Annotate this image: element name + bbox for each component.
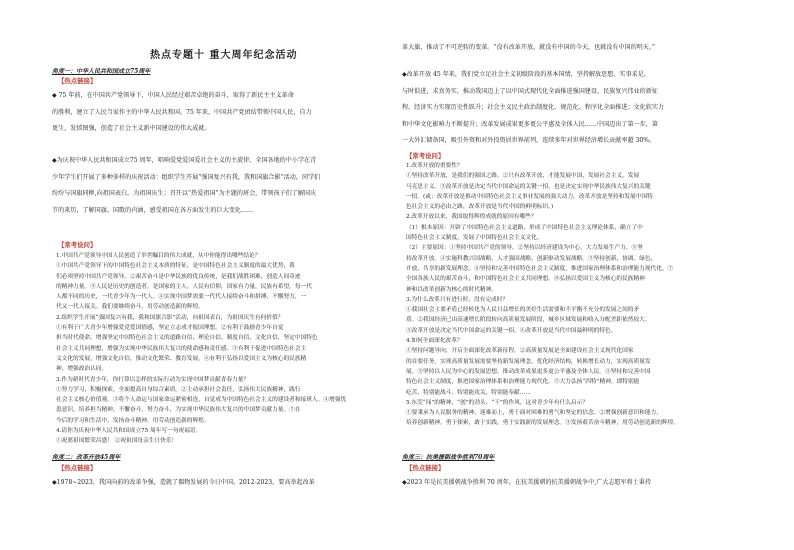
text-line: （1）根本原因：开辟了中国特色社会主义道路，形成了中国特色社会主义理论体系，确立了中	[406, 224, 643, 231]
text-line: ①有利于广大青少年增强爱党爱国情感，坚定立志成才报国理想。②有利于鼓励青少年自觉	[56, 325, 284, 332]
text-line: 担当时代使命，增强坚定中国特色社会主义的道路自信、理论自信、制度自信、文化自信，坚定中国特色	[56, 335, 318, 342]
text-line: 社会主义核心价值观。③将个人命运与国家命运紧密相连，自觉成为中国特色社会主义的建设者和接班人。④增强忧	[56, 397, 347, 404]
hot-link-tag-1: 【热点链接】	[58, 77, 97, 85]
text-line: 全国各族人民的艰苦奋斗，和中国特色社会主义共同理想。⑧弘扬以爱国主义为核心的民族精神	[406, 276, 645, 283]
text-line: 的胜利，建立了人民当家作主的中华人民共和国。75 年来，中国共产党团结带领中国人民，自力	[52, 108, 312, 116]
section-heading-1: 角度一：中华人民共和国成立75周年	[52, 68, 151, 75]
frequent-question-tag-2: 【常考设问】	[406, 152, 445, 160]
text-line: 5.东莞“闯”的精神、“创”的劲头、“干”的作风，这对青少年有什么启示？	[406, 399, 589, 406]
frequent-question-tag-1: 【常考设问】	[58, 241, 97, 249]
text-line: 一大外汇储备国，吸引外资和对外投资居世界前列，连续多年对世界经济增长贡献率超 30%。	[402, 137, 656, 144]
text-line: 培养创新精神，勇于探索，敢于实践，勇于实践新的发展理念。③发扬艰苦奋斗精神，用劳动创造新的辉煌。	[406, 420, 679, 427]
text-line: 代又一代人接关。我们要继续奋斗，用劳动创造新的辉煌。	[56, 304, 204, 311]
text-line: 持改革开放。④实施科教兴国战略，人才强国战略，创新驱动发展战略。⑤坚持创新、协调、绿色、	[406, 255, 657, 262]
text-line: 3.为什么改革只有进行时，没有完成时？	[406, 296, 509, 303]
section-1-paragraph-1	[52, 88, 392, 138]
document-title: 热点专题十 重大周年纪念活动	[150, 50, 298, 61]
text-line: （2）主要原因：①坚持中国共产党的领导。②坚持以经济建设为中心，大力发展生产力。③坚	[406, 245, 643, 252]
section-1-paragraph-2	[52, 153, 392, 219]
text-line: 革大旗，推动了不可逆转的变革。“没有改革开放，就没有中国的今天，也就没有中国的明天。”	[402, 44, 656, 51]
right-continuation-paragraph	[402, 40, 750, 57]
text-line: 与时俱进，求真务实，推动我国迈上了以中国式现代化全面推进强国建设、民族复兴伟业的新征	[402, 87, 658, 95]
text-line: 2.改革开放以来，我国取得辉煌成就的原因有哪些？	[406, 214, 537, 221]
text-line: 2.组织学生开展“强国复兴有我，我和国旗合影”活动，向祖国表白，为祖国庆生有何价值？	[56, 314, 284, 321]
text-line: 3.作为新时代青少年，你打算以怎样的实际行动为实现中国梦贡献青春力量？	[56, 376, 250, 383]
text-line: ◆为庆祝中华人民共和国成立75 周年，唱响爱党爱国爱社会主义的主旋律，全国各地的中小学在青	[52, 157, 317, 164]
text-line: 色社会主义的必由之路，改革开放是当代中国的鲜明标识。)	[406, 204, 554, 211]
text-line: 4.请你为庆祝中华人民共和国成立75 周年写一句祝福语。	[56, 428, 202, 435]
text-line: ①坚持改革开放，是我们的强国之路。②只有改革开放，才能发展中国，发展社会主义，发展	[406, 173, 640, 180]
text-line: 程。经济实力实现历史性跃升；社会主义民主政治制度化、规范化、程序化全面推进；文化软实力	[402, 104, 665, 111]
text-line: ◆ 75 年前，在中国共产党领导下，中国人民经过艰苦卓绝的奋斗，取得了新民主主义革命	[52, 92, 294, 99]
text-line: ③改革开放是决定当代中国命运的关键一招。④改革开放是当代中国最鲜明的特色。	[406, 327, 617, 334]
text-line: 社会主义共同理想，增强为实现中华民族伟大复兴的使命感和责任感。③有利于促进中国特色社会主	[56, 345, 307, 352]
section-heading-2: 角度二：改革开放45周年	[52, 454, 121, 461]
text-line: ①我国社会主要矛盾已经转化为人民日益增长的美好生活需要和不平衡不充分的发展之间的矛	[406, 307, 640, 314]
text-line: 今后的学习和生活中，发扬奋斗精神，用劳动创造新的辉煌。	[56, 417, 210, 424]
text-line: 马克思主义。③改革开放是决定当代中国命运的关键一招，也是决定实现中华民族伟大复兴的关键	[406, 183, 651, 190]
text-line: 少年学生们开展了多种多样的庆祝活动：组织学生开展“强国复兴有我，我和国旗合影”活动，同学们	[52, 173, 321, 181]
text-line: 开放、共享的新发展理念。⑥坚持和完善中国特色社会主义制度，推进国家治理体系和治理能力现代化。⑦	[406, 265, 674, 272]
section-2-paragraph-1	[52, 475, 392, 492]
text-line: ◆改革开放 45 年来，我们党立足社会主义初级阶段的基本国情，坚持解放思想、实事求是，	[402, 71, 650, 78]
text-line: ◆1978~2023，我国向前的改革争强，造就了僵物发展的今日中国。2012-2023，要高举起改革	[52, 479, 315, 486]
text-line: 人都不同的历史，一代青少年为一代人。④实现中国梦需要一代代人接续奋斗和拼搏，不懈努力，一	[56, 294, 307, 301]
text-line: 节的来历，了解国旗、国歌的内涵，感受祖国在各方面发生的巨大变化……	[52, 206, 254, 214]
text-line: 吃苦、特别能战斗、特别能攻关、特别能奉献……	[406, 389, 532, 396]
text-line: 的首要任务，实现高质量发展需要坚持新发展理念，优化经济结构，转换增长动力，实现高质量发	[406, 358, 651, 365]
text-line: ①要秉承为人民服务的精神，迎难而上，勇于面对困难的勇气和坚定的信念。②增强创新意识和能力，	[406, 410, 662, 417]
text-line: 盾。②我国经济已由高速增长阶段转向高质量发展阶段，城乡区域发展和收入分配差距依然较大。	[406, 317, 651, 324]
hot-link-tag-3: 【热点链接】	[406, 464, 445, 472]
right-questions	[406, 161, 750, 429]
section-heading-3: 角度三：抗美援朝战争胜利70周年	[402, 454, 495, 461]
text-line: 神，增强政治认同。	[56, 366, 108, 373]
text-line: ①祝愿祖国繁荣昌盛！ ②祝祖国母亲生日快乐！	[56, 438, 178, 445]
section-1-questions	[56, 251, 392, 447]
text-line: ①坚持问题导向，开启全面深化改革新征程。②高质量发展是全面建设社会主义现代化国家	[406, 348, 634, 355]
text-line: 4.如何全面深化改革？	[406, 338, 463, 345]
text-line: 一招。(或：改革开放是推动中国特色社会主义事业发展的强大动力。改革开放是坚持和发展中国特	[406, 193, 653, 200]
text-line: 们必须坚持中国共产党领导。②艰苦奋斗是中华民族的优良传统，是我们战胜困难，创造人间奇迹	[56, 273, 301, 280]
text-line: ①中国共产党领导下的中国特色社会主义本质的特征，是中国特色社会主义制度的最大优势，我	[56, 263, 295, 270]
text-line: 患意识，培养担当精神，不懈奋斗，努力奋斗，为实现中华民族伟大复兴的中国梦贡献力量。⑤在	[56, 407, 301, 414]
text-line: 的精神力量。③人民是历史的创造者，是国家的主人。人民有信仰，国家有力量，民族有希望。每一代	[56, 283, 312, 290]
text-line: 神和以改革创新为核心的时代精神。	[406, 286, 497, 293]
text-line: 和中华文化影响力不断提升；改革发展成果更多更公平惠及全体人民……中国迈出了第一步，第	[402, 120, 658, 128]
text-line: 1.中国共产党领导中国人民创造了举世瞩目的伟大成就，从中你能得出哪些结论？	[56, 253, 261, 259]
text-line: ◆2023 年是抗美援朝战争胜利 70 周年，在抗美援朝的抗美援朝战争中,广大志愿军将士秉持	[402, 479, 651, 486]
text-line: 义文化的发展，增强文化自信，推动文化繁荣、教育发展。④有利于弘扬以爱国主义为核心的民族精	[56, 355, 307, 362]
text-line: 纷纷与国旗同框,向祖国表白，为祖国庆生；召开以“热爱祖国”为主题的班会，带领孩子们了解国庆	[52, 190, 317, 197]
text-line: 1.改革开放的重要性？	[406, 163, 463, 169]
right-paragraph-1	[402, 67, 750, 150]
text-line: 展。③坚持以人民为中心的发展思想，推动改革成果更多更公平惠及全体人民。④坚持和完善中国	[406, 368, 651, 375]
hot-link-tag-2: 【热点链接】	[58, 464, 97, 472]
text-line: 特色社会主义制度，推进国家治理体系和治理能力现代化。⑤大力弘扬“四特”精神，即特别能	[406, 379, 640, 386]
section-3-paragraph-1	[402, 475, 750, 492]
text-line: 国特色社会主义制度，发展了中国特色社会主义文化。	[406, 235, 543, 242]
text-line: ①努力学习，积极探索，全面提高自身综合素质。②主动承担社会责任，弘扬伟大民族精神，践行	[56, 386, 301, 393]
text-line: 更生，发愤图强，创造了社会主义新中国建设的伟大成就。	[52, 125, 211, 132]
